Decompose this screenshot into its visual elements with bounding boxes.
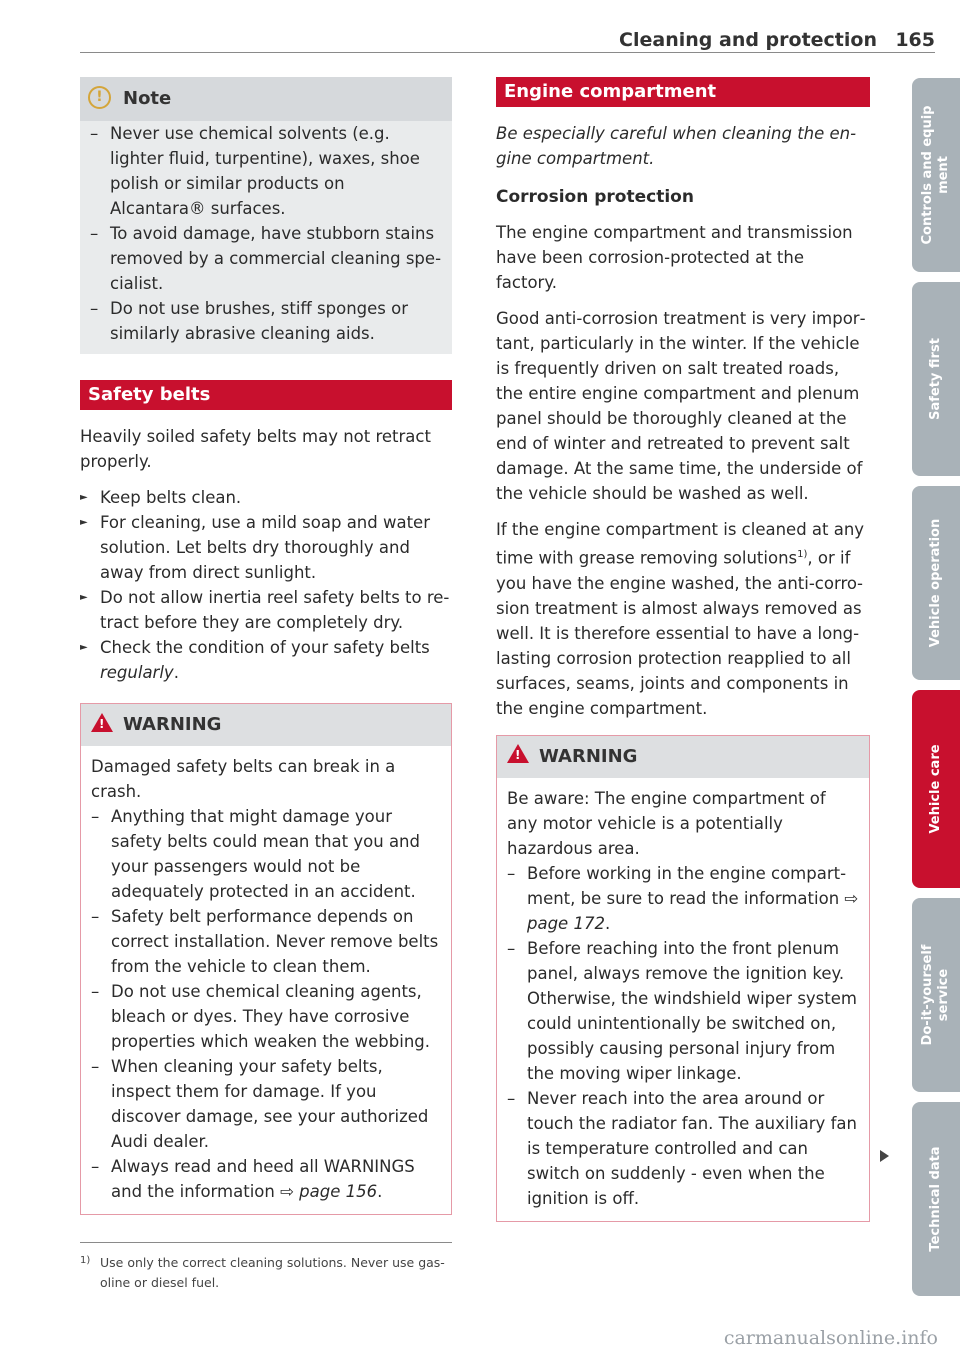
paragraph <box>496 517 870 721</box>
warning-item: – Before reaching into the front plenum panel, always remove the ignition key. Otherwise, the windshield wiper system could unintentionally be switched on, possibly causing personal injury from the moving wiper linkage. <box>507 936 859 1086</box>
text-run: . <box>173 663 179 682</box>
warning-item: – Safety belt performance depends on correct installation. Never remove belts from the vehicle to clean them. <box>91 904 441 979</box>
footnote <box>80 1242 452 1293</box>
sidebar-tab-do-it-yourself[interactable] <box>912 898 960 1092</box>
warning-body <box>81 746 451 1214</box>
list-item: ► Keep belts clean. <box>80 485 452 510</box>
sidebar-tab-label: Vehicle operation <box>928 518 943 648</box>
paragraph: Heavily soiled safety belts may not retract properly. <box>80 427 431 471</box>
warning-item <box>507 861 859 936</box>
list-item: ► Do not allow inertia reel safety belts to retract before they are completely dry. <box>80 585 452 635</box>
note-item: – Never use chemical solvents (e.g. lighter fluid, turpentine), waxes, shoe polish or similar products on Alcantara® surfaces. <box>80 121 452 221</box>
note-item: – To avoid damage, have stubborn stains removed by a commercial cleaning specialist. <box>80 221 452 296</box>
sidebar-tab-label: Safety first <box>928 338 943 420</box>
warning-item: – Anything that might damage your safety belts could mean that you and your passengers would not be adequately protected in an accident. <box>91 804 441 904</box>
list-item <box>80 635 452 685</box>
text-run: Check the condition of your safety belts <box>100 638 430 657</box>
note-info-icon: ! <box>88 86 111 109</box>
warning-box <box>496 735 870 1222</box>
footnote-text: Use only the correct cleaning solutions. Never use gasoline or diesel fuel. <box>100 1255 445 1290</box>
continue-arrow-icon <box>880 1150 889 1162</box>
sidebar-tab-technical-data[interactable] <box>912 1102 960 1296</box>
left-column <box>80 77 452 1215</box>
warning-box <box>80 703 452 1215</box>
sidebar-tab-label: Do-it-yourself service <box>920 944 951 1046</box>
note-header <box>80 77 452 121</box>
emphasis: regularly <box>100 663 174 682</box>
warning-header <box>81 704 451 746</box>
warning-item <box>91 1154 441 1204</box>
note-item: – Do not use brushes, stiff sponges or similarly abrasive cleaning aids. <box>80 296 452 346</box>
text-run: Always read and heed all WARNINGS and the information <box>111 1157 415 1201</box>
footnote-mark: 1) <box>80 1255 91 1266</box>
sidebar-tab-label: Vehicle care <box>928 744 943 834</box>
text-run: Before working in the engine compartment, be sure to read the information <box>527 863 847 908</box>
page-number: 165 <box>895 29 935 51</box>
warning-triangle-icon <box>507 744 529 763</box>
paragraph: Damaged safety belts can break in a crash. <box>91 757 396 801</box>
warning-title: WARNING <box>539 745 638 767</box>
paragraph: Be aware: The engine compartment of any motor vehicle is a potentially hazardous area. <box>507 788 826 858</box>
section-title-safety-belts: Safety belts <box>80 380 452 410</box>
sidebar-tab-label: Controls and equip ment <box>920 105 951 245</box>
warning-title: WARNING <box>123 714 222 735</box>
note-box <box>80 77 452 354</box>
sidebar-tab-vehicle-care[interactable] <box>912 690 960 888</box>
warning-body <box>497 778 869 1221</box>
section-title-engine-compartment: Engine compartment <box>496 77 870 107</box>
warning-item: – Do not use chemical cleaning agents, bleach or dyes. They have corrosive properties which weaken the webbing. <box>91 979 441 1054</box>
warning-item: – Never reach into the area around or touch the radiator fan. The auxiliary fan is temperature controlled and can switch on suddenly - even when the ignition is off. <box>507 1086 859 1211</box>
sidebar-tab-vehicle-operation[interactable] <box>912 486 960 680</box>
sidebar-tab-safety-first[interactable] <box>912 282 960 476</box>
bullet-list <box>80 485 452 685</box>
warning-item: – When cleaning your safety belts, inspect them for damage. If you discover damage, see your authorized Audi dealer. <box>91 1054 441 1154</box>
text-run: . <box>604 913 611 933</box>
subheading: Corrosion protection <box>496 187 694 207</box>
page-reference-link[interactable]: ⇨ page 172 <box>527 888 859 933</box>
note-title: Note <box>123 88 172 109</box>
intro-paragraph: Be especially careful when cleaning the engine compartment. <box>496 124 857 168</box>
watermark: carmanualsonline.info <box>723 1327 938 1349</box>
paragraph: The engine compartment and transmission have been corrosion-protected at the factory. <box>496 223 853 292</box>
sidebar-tab-label: Technical data <box>928 1146 943 1252</box>
warning-header <box>497 736 869 778</box>
warning-triangle-icon <box>91 713 113 732</box>
text-run: , or if you have the engine washed, the anti-corrosion treatment is almost always removed as well. It is therefore essential to have a longlasting corrosion protection reapplied to all surfaces, seams, joints and components in the engine compartment. <box>496 548 863 718</box>
list-item: ► For cleaning, use a mild soap and water solution. Let belts dry thoroughly and away from direct sunlight. <box>80 510 452 585</box>
page-header <box>80 18 935 53</box>
paragraph: Good anti-corrosion treatment is very important, particularly in the winter. If the vehicle is frequently driven on salt treated roads, the entire engine compartment and plenum panel should be thoroughly cleaned at the end of winter and retreated to prevent salt damage. At the same time, the underside of the vehicle should be washed as well. <box>496 309 866 503</box>
text-run: . <box>377 1182 383 1201</box>
text-run: If the engine compartment is cleaned at any time with grease removing solutions <box>496 520 865 568</box>
footnote-ref[interactable]: 1) <box>797 549 808 560</box>
page-reference-link[interactable]: ⇨ page 156 <box>280 1182 378 1201</box>
right-column <box>496 77 870 1222</box>
sidebar-tab-controls[interactable] <box>912 78 960 272</box>
chapter-title: Cleaning and protection <box>619 29 877 51</box>
